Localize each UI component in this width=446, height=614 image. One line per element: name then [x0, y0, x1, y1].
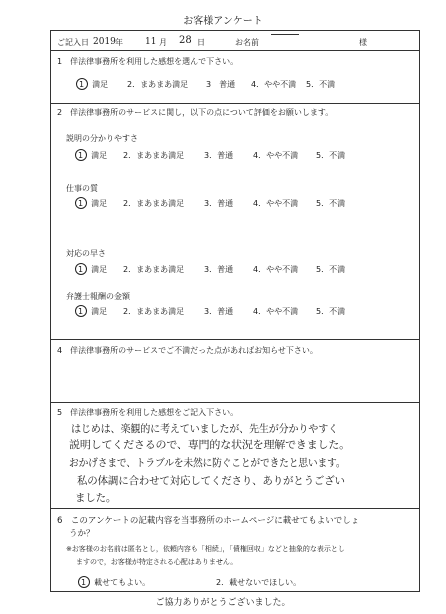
question-6-note-line-1: ※お客様のお名前は匿名とし，依頼内容も「相続」，「債権回収」などと抽象的な表示とし [66, 545, 345, 553]
q2-item-4-option-3[interactable]: 3．普通 [204, 307, 234, 316]
q6-option-1[interactable]: 1 載せてもよい。 [81, 578, 151, 587]
q5-answer-line-4: 私の体調に合わせて対応してくださり、ありがとうござい [77, 475, 345, 487]
q2-item-3-label: 対応の早さ [66, 249, 106, 258]
month-label: 月 [159, 38, 167, 47]
q2-item-4-label: 弁護士報酬の金額 [66, 292, 130, 301]
q2-item-3-option-4[interactable]: 4．やや不満 [253, 265, 299, 274]
question-6-note-line-2: ますので，お客様が特定される心配はありません。 [76, 558, 238, 566]
question-5-text: 5 伴法律事務所を利用した感想をご記入下さい。 [57, 408, 239, 417]
q2-item-1-option-4[interactable]: 4．やや不満 [253, 151, 299, 160]
q1-option-3[interactable]: 3 普通 [206, 80, 236, 89]
q2-item-2-label: 仕事の質 [66, 184, 98, 193]
q2-item-2-option-1[interactable]: 1 満足 [78, 199, 108, 208]
q2-item-1-option-5[interactable]: 5．不満 [316, 151, 346, 160]
day-label: 日 [197, 38, 205, 47]
q2-item-4-option-2[interactable]: 2．まあまあ満足 [123, 307, 185, 316]
q2-item-1-label: 説明の分かりやすさ [66, 134, 138, 143]
q2-item-3-option-1[interactable]: 1 満足 [78, 265, 108, 274]
q5-answer-line-5: ました。 [75, 492, 117, 504]
date-day: 28 [179, 35, 192, 46]
closing-message: ご協力ありがとうございました。 [155, 598, 291, 608]
name-label: お名前 [235, 38, 259, 47]
q6-option-2[interactable]: 2．載せないでほしい。 [216, 578, 302, 587]
q5-answer-line-2: 説明してくださるので、専門的な状況を理解できました。 [69, 439, 350, 451]
page-title: お客様アンケート [183, 16, 263, 27]
q2-item-2-option-3[interactable]: 3．普通 [204, 199, 234, 208]
q2-item-4-option-5[interactable]: 5．不満 [316, 307, 346, 316]
q1-option-1[interactable]: 1 満足 [79, 80, 109, 89]
question-5 [51, 403, 419, 509]
q1-option-5[interactable]: 5．不満 [306, 80, 336, 89]
name-field-underline [271, 34, 299, 35]
question-1 [51, 51, 419, 104]
question-6-text-line-2: うか？ [69, 529, 95, 539]
header-row [51, 31, 419, 51]
date-month: 11 [145, 37, 157, 47]
q2-item-1-option-2[interactable]: 2．まあまあ満足 [123, 151, 185, 160]
honorific: 様 [359, 38, 367, 47]
q2-item-3-option-2[interactable]: 2．まあまあ満足 [123, 265, 185, 274]
date-year: 2019 [93, 37, 116, 47]
q2-item-3-option-5[interactable]: 5．不満 [316, 265, 346, 274]
question-6-text-line-1: 6 このアンケートの記載内容を当事務所のホームページに載せてもよいでしょ [57, 516, 360, 526]
survey-sheet [50, 30, 420, 592]
q1-option-2[interactable]: 2．まあまあ満足 [127, 80, 189, 89]
q2-item-1-option-1[interactable]: 1 満足 [78, 151, 108, 160]
q2-item-1-option-3[interactable]: 3．普通 [204, 151, 234, 160]
question-4-text: 4 伴法律事務所のサービスでご不満だった点があればお知らせ下さい。 [57, 346, 318, 355]
q2-item-4-option-1[interactable]: 1 満足 [78, 307, 108, 316]
q2-item-2-option-5[interactable]: 5．不満 [316, 199, 346, 208]
question-2 [51, 104, 419, 340]
q2-item-3-option-3[interactable]: 3．普通 [204, 265, 234, 274]
q5-answer-line-1: はじめは、楽観的に考えていましたが、先生が分かりやすく [71, 423, 338, 435]
q2-item-2-option-4[interactable]: 4．やや不満 [253, 199, 299, 208]
question-1-text: 1 伴法律事務所を利用した感想を選んで下さい。 [57, 57, 239, 66]
q2-item-2-option-2[interactable]: 2．まあまあ満足 [123, 199, 185, 208]
question-4 [51, 340, 419, 403]
q2-item-4-option-4[interactable]: 4．やや不満 [253, 307, 299, 316]
question-2-text: 2 伴法律事務所のサービスに関し，以下の点について評価をお願いします。 [57, 108, 334, 117]
q5-answer-line-3: おかげさまで、トラブルを未然に防ぐことができたと思います。 [69, 457, 346, 469]
q1-option-4[interactable]: 4．やや不満 [251, 80, 297, 89]
date-label: ご記入日 [57, 38, 89, 47]
question-6 [51, 509, 419, 593]
date-year-suffix: 年 [115, 38, 123, 47]
